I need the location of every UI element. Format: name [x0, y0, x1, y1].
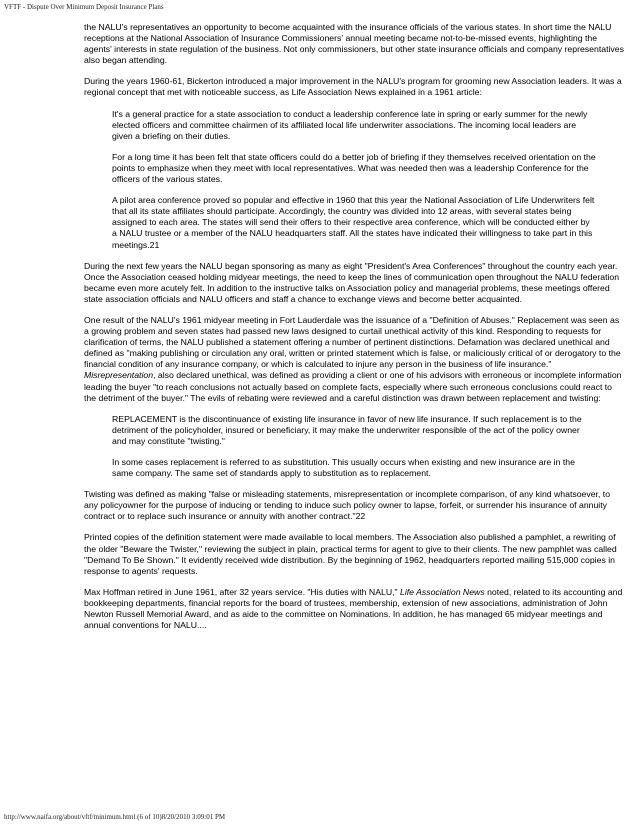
article-body: [84, 22, 624, 641]
paragraph-definition-of-abuses: One result of the NALU's 1961 midyear meeting in Fort Lauderdale was the issuance of a "Definition of Abuses." Replacement was seen as a growing problem and seven states had passed new laws designed to curtail unethical activity of this kind. Responding to requests for clarification of terms, the NALU published a statement offering a number of pertinent distinctions. Defamation was declared unethical and defined as "making publishing or circulation any oral, written or printed statement which is false, or maliciously critical of or derogatory to the financial condition of any insurance company, or which is calculated to injure any person in the business of life insurance." Misrepresentation, also declared unethical, was defined as providing a client or one of his advisors with erroneous or incomplete information leading the buyer "to reach conclusions not actually based on complete facts, especially where such erroneous conclusions could react to the detriment of the buyer." The evils of rebating were reviewed and a careful distinction was drawn between replacement and twisting:: [84, 314, 622, 403]
paragraph-twisting: Twisting was defined as making "false or misleading statements, misrepresentation or incomplete comparison, of any kind whatsoever, to any policyowner for the purpose of inducing or tending to induce such policy owner to lapse, forfeit, or surrender his insurance of annuity contract or to replace such insurance or annuity with another contract."22: [84, 489, 611, 522]
paragraph-leadership-program: During the years 1960-61, Bickerton introduced a major improvement in the NALU's program for grooming new Association leaders. It was a regional concept that met with noticeable success, as Life Association News explained in a 1961 article:: [84, 76, 622, 98]
page-header: VFTF - Dispute Over Minimum Deposit Insurance Plans: [4, 3, 164, 11]
publication-title: Life Association News: [400, 586, 485, 597]
quote-replacement: REPLACEMENT is the discontinuance of existing life insurance in favor of new life insurance. If such replacement is to the detriment of the policyholder, insured or beneficiary, it may make the underwriter responsible of the act of the policy owner and may constitute "twisting.": [112, 413, 582, 446]
quote-state-officers: For a long time it has been felt that state officers could do a better job of briefing if they themselves received orientation on the points to emphasize when they meet with local representatives. What was needed then was a leadership Conference for the officers of the various states.: [112, 151, 596, 185]
paragraph-pamphlet: Printed copies of the definition statement were made available to local members. The Association also published a pamphlet, a rewriting of the older "Beware the Twister," reviewing the subject in plain, practical terms for agent to give to their clients. The new pamphlet was called "Demand To Be Shown." It evidently received wide distribution. By the beginning of 1962, headquarters reported mailing 515,000 copies in response to agents' requests.: [84, 532, 617, 576]
quote-substitution: In some cases replacement is referred to as substitution. This usually occurs when existing and new insurance are in the same company. The same set of standards apply to substitution as to replacement.: [112, 457, 575, 479]
quote-pilot-conference: A pilot area conference proved so popular and effective in 1960 that this year the National Association of Life Underwriters felt that all its state affiliates should participate. Accordingly, the country was divided into 12 areas, with several states being assigned to each area. The states will send their offers to their respective area conference, which will be conducted either by a NALU trustee or a member of the NALU headquarters staff. All the states have indicated their willingness to take part in this meetings.21: [112, 195, 595, 250]
paragraph-area-conferences: During the next few years the NALU began sponsoring as many as eight "President's Area Conferences" throughout the country each year. Once the Association ceased holding midyear meetings, the need to keep the lines of communication open throughout the NALU federation became even more acutely felt. In addition to the instructive talks on Association policy and managerial problems, these meetings offered state association officials and NALU officers and staff a chance to exchange views and become better acquainted.: [84, 260, 620, 304]
quote-leadership-conference: It's a general practice for a state association to conduct a leadership conference late in spring or early summer for the newly elected officers and committee chairmen of its affiliated local life underwriter associations. The incoming local leaders are given a briefing on their duties.: [112, 108, 588, 141]
page-footer: http://www.naifa.org/about/vftf/minimum.html (6 of 10)8/20/2010 3:09:01 PM: [4, 813, 226, 821]
paragraph-max-hoffman: Max Hoffman retired in June 1961, after 32 years service. "His duties with NALU," Life Association News noted, related to its accounting and bookkeeping departments, financial reports for the board of trustees, membership, extension of new associations, administration of John Newton Russell Memorial Award, and as aide to the committee on Nominations. In addition, he has managed 65 midyear meetings and annual conventions for NALU....: [84, 586, 623, 631]
misrepresentation-term: Misrepresentation: [84, 370, 154, 381]
paragraph-receptions: the NALU's representatives an opportunity to become acquainted with the insurance officials of the various states. In short time the NALU receptions at the National Association of Insurance Commissioners' annual meeting became not-to-be-missed events, highlighting the agents' interests in state regulation of the business. Not only commissioners, but other state insurance officials and company representatives also began attending.: [84, 22, 624, 66]
